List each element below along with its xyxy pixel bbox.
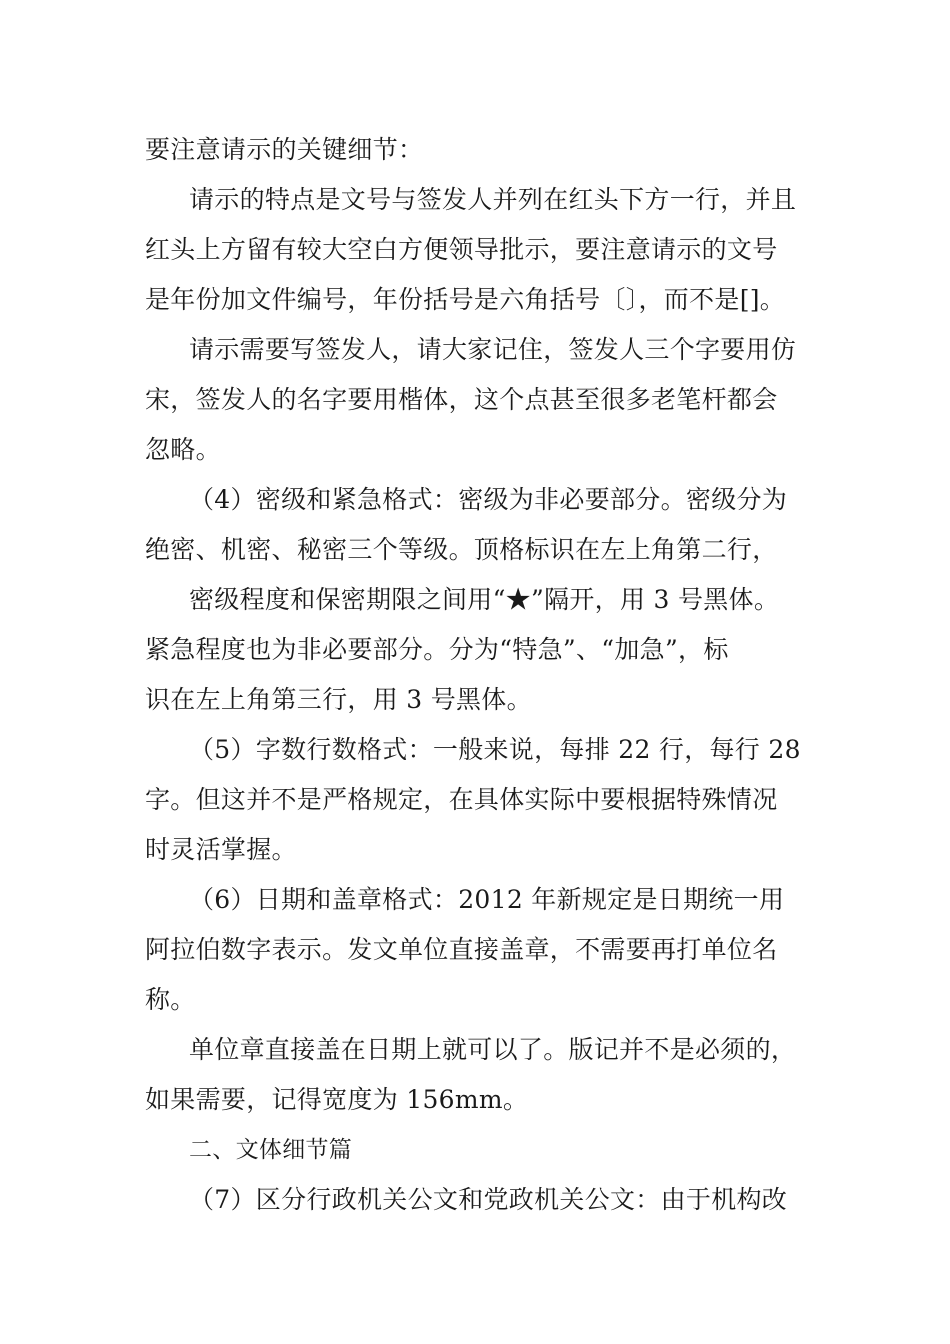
text-line: 单位章直接盖在日期上就可以了。版记并不是必须的，	[189, 1035, 797, 1064]
text-line: 字。但这并不是严格规定，在具体实际中要根据特殊情况	[145, 785, 778, 814]
text-line: （5）字数行数格式：一般来说，每排 22 行，每行 28	[189, 735, 801, 764]
text-line: 请示的特点是文号与签发人并列在红头下方一行，并且	[189, 185, 797, 214]
text-line: 宋，签发人的名字要用楷体，这个点甚至很多老笔杆都会	[145, 385, 778, 414]
text-line: （4）密级和紧急格式：密级为非必要部分。密级分为	[189, 485, 788, 514]
text-line: 紧急程度也为非必要部分。分为“特急”、“加急”，标	[145, 635, 729, 664]
text-line: 红头上方留有较大空白方便领导批示，要注意请示的文号	[145, 235, 778, 264]
text-line: 要注意请示的关键细节：	[145, 135, 424, 164]
text-line: 称。	[145, 985, 196, 1014]
text-line: 识在左上角第三行，用 3 号黑体。	[145, 685, 532, 714]
text-line: 忽略。	[145, 435, 221, 464]
section-heading: 二、文体细节篇	[189, 1137, 353, 1163]
text-line: （6）日期和盖章格式：2012 年新规定是日期统一用	[189, 885, 785, 914]
text-line: 阿拉伯数字表示。发文单位直接盖章，不需要再打单位名	[145, 935, 778, 964]
text-line: 是年份加文件编号，年份括号是六角括号〔〕，而不是[]。	[145, 285, 786, 314]
text-line: 请示需要写签发人，请大家记住，签发人三个字要用仿	[189, 335, 797, 364]
text-line: （7）区分行政机关公文和党政机关公文：由于机构改	[189, 1185, 788, 1214]
text-line: 时灵活掌握。	[145, 835, 297, 864]
text-line: 如果需要，记得宽度为 156mm。	[145, 1085, 529, 1114]
text-line: 绝密、机密、秘密三个等级。顶格标识在左上角第二行，	[145, 535, 778, 564]
text-line: 密级程度和保密期限之间用“★”隔开，用 3 号黑体。	[189, 585, 780, 614]
